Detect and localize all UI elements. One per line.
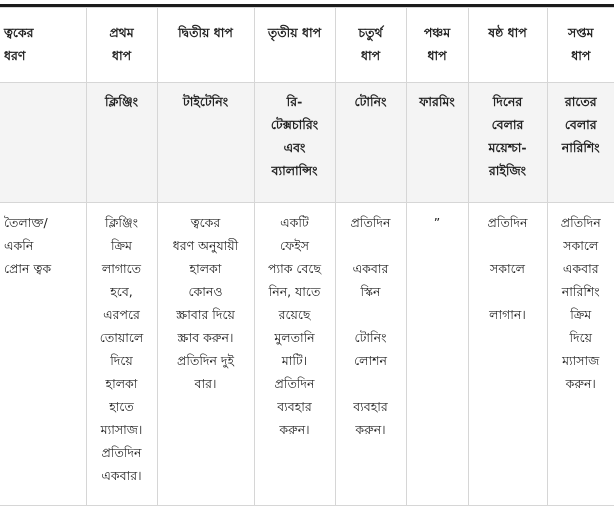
header-cell-skin-type <box>0 8 86 83</box>
header-label: তৃতীয় ধাপ <box>267 25 322 40</box>
header-label: পঞ্চম ধাপ <box>423 25 451 63</box>
step-name-label: দিনের বেলার ময়েশ্চা- রাইজিং <box>488 94 527 178</box>
table-cell-step-7 <box>547 203 614 506</box>
step-name-label: ক্লিঞ্জিং <box>105 94 138 109</box>
table-cell-step-6 <box>468 203 547 506</box>
header-label: সপ্তম ধাপ <box>568 25 594 63</box>
header-cell-step-6 <box>468 8 547 83</box>
step-name-label: রি- টেক্সচারিং এবং ব্যালান্সিং <box>270 94 319 178</box>
cell-text: প্রতিদিন সকালে একবার নারিশিং ক্রিম দিয়ে ম্যাসাজ করুন। <box>560 215 601 391</box>
skin-care-steps-table <box>0 7 614 506</box>
step-name-row <box>0 83 614 203</box>
table-row <box>0 203 614 506</box>
cell-text: ” <box>433 215 441 230</box>
step-name-cell-firming <box>406 83 468 203</box>
cell-text: একটি ফেইস প্যাক বেছে নিন, যাতে রয়েছে মুলতানি মাটি। প্রতিদিন ব্যবহার করুন। <box>267 215 322 437</box>
table-cell-step-4 <box>335 203 406 506</box>
header-cell-step-7 <box>547 8 614 83</box>
step-name-cell-night-nourishing <box>547 83 614 203</box>
step-name-label: টাইটেনিং <box>182 94 229 109</box>
step-name-cell-retexturing <box>254 83 335 203</box>
step-name-cell-empty <box>0 83 86 203</box>
step-name-cell-tightening <box>157 83 254 203</box>
step-name-label: টোনিং <box>354 94 387 109</box>
cell-text: প্রতিদিন সকালে লাগান। <box>487 215 528 322</box>
cell-text: তৈলাক্ত/ একনি প্রোন ত্বক <box>4 215 52 276</box>
step-name-cell-cleansing <box>86 83 157 203</box>
header-label: প্রথম ধাপ <box>109 25 134 63</box>
header-cell-step-3 <box>254 8 335 83</box>
table-cell-skin-type <box>0 203 86 506</box>
table-cell-step-1 <box>86 203 157 506</box>
header-cell-step-4 <box>335 8 406 83</box>
step-name-cell-toning <box>335 83 406 203</box>
header-label: দ্বিতীয় ধাপ <box>178 25 233 40</box>
cell-text: ত্বকের ধরণ অনুযায়ী হালকা কোনও স্ক্রাবার দিয়ে স্ক্রাব করুন। প্রতিদিন দুই বার। <box>172 215 239 391</box>
step-name-cell-day-moisturizing <box>468 83 547 203</box>
header-cell-step-5 <box>406 8 468 83</box>
table-cell-step-5 <box>406 203 468 506</box>
header-label: ত্বকের ধরণ <box>4 25 34 63</box>
table-cell-step-2 <box>157 203 254 506</box>
step-name-label: রাতের বেলার নারিশিং <box>561 94 600 155</box>
step-name-label: ফারমিং <box>419 94 455 109</box>
header-cell-step-1 <box>86 8 157 83</box>
header-row <box>0 8 614 83</box>
table-cell-step-3 <box>254 203 335 506</box>
header-label: চতুর্থ ধাপ <box>358 25 383 63</box>
header-cell-step-2 <box>157 8 254 83</box>
header-label: ষষ্ঠ ধাপ <box>488 25 527 40</box>
cell-text: ক্লিঞ্জিং ক্রিম লাগাতে হবে, এরপরে তোয়ালে দিয়ে হালকা হাতে ম্যাসাজ। প্রতিদিন একবার। <box>99 215 144 483</box>
cell-text: প্রতিদিন একবার স্কিন টোনিং লোশন ব্যবহার করুন। <box>350 215 391 437</box>
